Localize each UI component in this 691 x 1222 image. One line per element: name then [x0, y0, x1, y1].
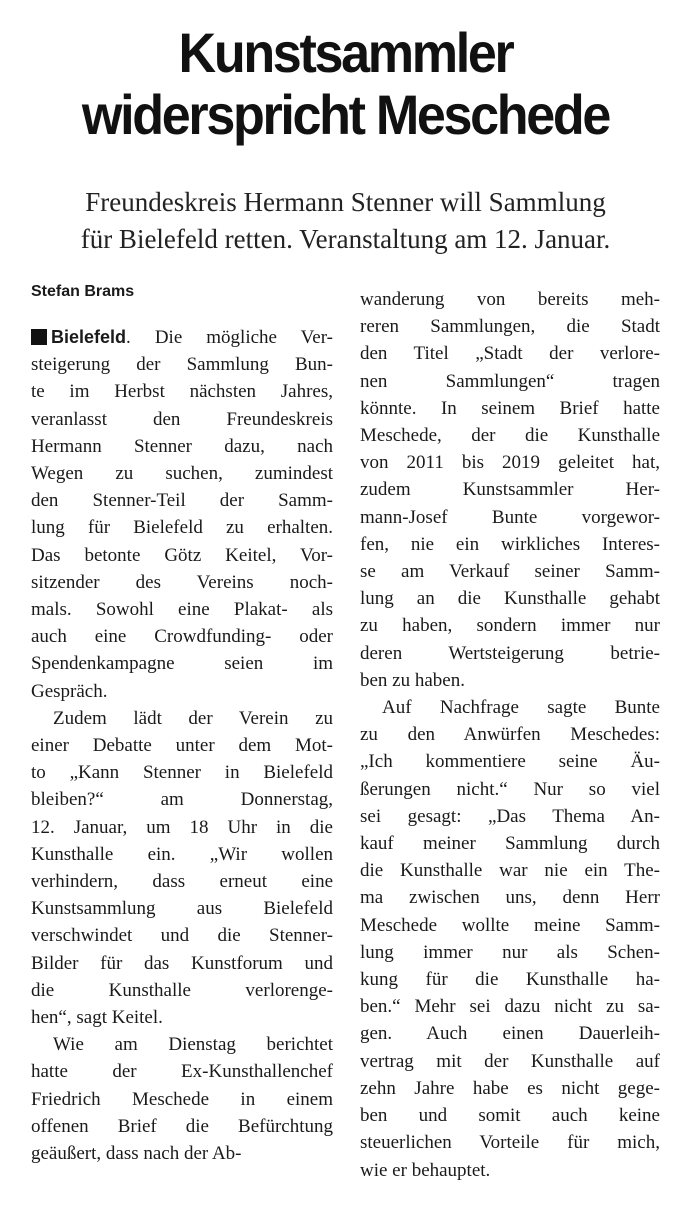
text-line: ßerungen nicht.“ Nur so viel — [360, 778, 660, 800]
headline-line-1: Kunstsammler — [178, 21, 513, 84]
text-line: Meschede, der die Kunsthalle — [360, 425, 660, 447]
text-line: Das betonte Götz Keitel, Vor- — [31, 544, 333, 566]
text-line: Zudem lädt der Verein zu — [53, 707, 333, 729]
text-line: kung für die Kunsthalle ha- — [360, 969, 660, 991]
dateline: Bielefeld — [51, 327, 127, 347]
text-line: ben zu haben. — [360, 669, 465, 691]
text-line: den Titel „Stadt der verlore- — [360, 343, 660, 365]
text-line: Bilder für das Kunstforum und — [31, 952, 333, 974]
text-line: veranlasst den Freundeskreis — [31, 408, 333, 430]
article-column-left — [31, 282, 333, 1167]
text-line: sitzender des Vereins noch- — [31, 571, 333, 593]
text-line: verschwindet und die Stenner- — [31, 925, 333, 947]
text-line: se am Verkauf seiner Samm- — [360, 561, 660, 583]
text-line: lung für Bielefeld zu erhalten. — [31, 517, 333, 539]
text-line: lung immer nur als Schen- — [360, 941, 660, 963]
text-line: gen. Auch einen Dauerleih- — [360, 1023, 660, 1045]
text-line: hen“, sagt Keitel. — [31, 1007, 163, 1029]
text-line: zu haben, sondern immer nur — [360, 615, 660, 637]
text-line: Kunstsammlung aus Bielefeld — [31, 898, 333, 920]
text-line: auch eine Crowdfunding- oder — [31, 626, 333, 648]
text-line: wanderung von bereits meh- — [360, 289, 660, 310]
column-left-body — [31, 324, 333, 1167]
text-line: steuerlichen Vorteile für mich, — [360, 1132, 660, 1154]
article-column-right — [360, 286, 660, 1184]
text-line: to „Kann Stenner in Bielefeld — [31, 762, 333, 784]
text-line: einer Debatte unter dem Mot- — [31, 735, 333, 757]
text-line: Spendenkampagne seien im — [31, 653, 333, 675]
text-line: die Kunsthalle verlorenge- — [31, 979, 333, 1001]
subheadline — [0, 184, 691, 258]
text-line: Hermann Stenner dazu, nach — [31, 435, 333, 457]
text-line: könnte. In seinem Brief hatte — [360, 397, 660, 419]
headline-line-2: widerspricht Meschede — [81, 83, 610, 146]
text-line: nen Sammlungen“ tragen — [360, 370, 660, 392]
text-line: Gespräch. — [31, 680, 108, 702]
text-line: hatte der Ex-Kunsthallenchef — [31, 1061, 333, 1083]
text-line: Kunsthalle ein. „Wir wollen — [31, 843, 333, 865]
text-line: ben und somit auch keine — [360, 1105, 660, 1127]
column-right-body — [360, 286, 660, 1184]
text-line: deren Wertsteigerung betrie- — [360, 642, 660, 664]
text-line: verhindern, dass erneut eine — [31, 871, 333, 893]
text-line: ma zwischen uns, denn Herr — [360, 887, 660, 909]
text-line: kauf meiner Sammlung durch — [360, 833, 660, 855]
text-line: geäußert, dass nach der Ab- — [31, 1143, 242, 1165]
text-line: ben.“ Mehr sei dazu nicht zu sa- — [360, 996, 660, 1018]
text-line: Meschede wollte meine Samm- — [360, 914, 660, 936]
subheadline-line-1: Freundeskreis Hermann Stenner will Sammlung — [85, 187, 606, 217]
text-line: mann-Josef Bunte vorgewor- — [360, 506, 660, 528]
text-line: Wie am Dienstag berichtet — [53, 1034, 333, 1056]
text-line: Wegen zu suchen, zumindest — [31, 463, 333, 485]
text-line: den Stenner-Teil der Samm- — [31, 490, 333, 512]
text-line: sei gesagt: „Das Thema An- — [360, 805, 660, 827]
text-line: steigerung der Sammlung Bun- — [31, 354, 333, 376]
text-line: mals. Sowohl eine Plakat- als — [31, 599, 333, 621]
text-line: lung an die Kunsthalle gehabt — [360, 588, 660, 610]
text-line: zudem Kunstsammler Her- — [360, 479, 660, 501]
text-line: „Ich kommentiere seine Äu- — [360, 751, 660, 773]
text-line: fen, nie ein wirkliches Interes- — [360, 533, 660, 555]
text-line — [31, 324, 333, 351]
text-line: vertrag mit der Kunsthalle auf — [360, 1050, 660, 1072]
text-line: Auf Nachfrage sagte Bunte — [382, 697, 660, 719]
text-line: zehn Jahre habe es nicht gege- — [360, 1077, 660, 1099]
dateline-rest: . Die mögliche Ver- — [126, 327, 333, 348]
text-line: te im Herbst nächsten Jahres, — [31, 381, 333, 403]
subheadline-line-2: für Bielefeld retten. Veranstaltung am 12. Januar. — [80, 224, 611, 254]
text-line: reren Sammlungen, die Stadt — [360, 316, 660, 338]
text-line: bleiben?“ am Donnerstag, — [31, 789, 333, 811]
text-line: 12. Januar, um 18 Uhr in die — [31, 816, 333, 838]
headline — [24, 22, 667, 146]
text-line: offenen Brief die Befürchtung — [31, 1115, 333, 1137]
text-line: von 2011 bis 2019 geleitet hat, — [360, 452, 660, 474]
text-line: die Kunsthalle war nie ein The- — [360, 860, 660, 882]
author-byline: Stefan Brams — [31, 283, 135, 300]
text-line: wie er behauptet. — [360, 1159, 491, 1181]
text-line: Friedrich Meschede in einem — [31, 1088, 333, 1110]
dateline-square-icon — [31, 329, 47, 345]
text-line: zu den Anwürfen Meschedes: — [360, 724, 660, 746]
